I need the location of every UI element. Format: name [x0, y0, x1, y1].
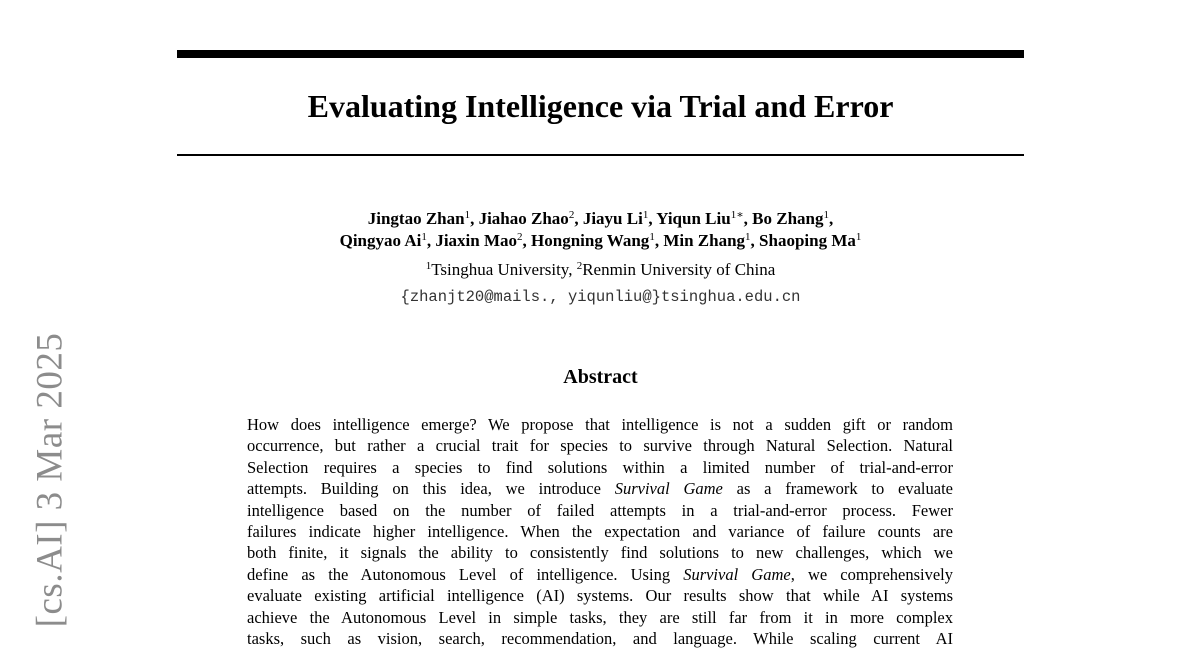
abstract-line	[247, 500, 953, 521]
author-email: {zhanjt20@mails., yiqunliu@}tsinghua.edu.cn	[400, 288, 801, 306]
abstract-text: Selection requires a species to find solutions within a limited number of trial-and-error	[247, 457, 953, 477]
abstract-text: failures indicate higher intelligence. When the expectation and variance of failure counts are	[247, 521, 953, 541]
abstract-text: tasks, such as vision, search, recommendation, and language. While scaling current AI	[247, 628, 953, 648]
abstract-body	[247, 414, 953, 649]
abstract-line	[247, 457, 953, 478]
author-name: Shaoping Ma	[759, 231, 856, 250]
abstract-text: , we comprehensively	[790, 564, 953, 584]
author-name: Bo Zhang	[752, 209, 824, 228]
abstract-text: How does intelligence emerge? We propose that intelligence is not a sudden gift or random	[247, 415, 953, 434]
affiliation-marker: 1	[425, 260, 432, 272]
abstract-line	[247, 521, 953, 542]
abstract-emphasis: Survival Game	[614, 479, 723, 499]
paper-title: Evaluating Intelligence via Trial and Error	[307, 88, 894, 124]
abstract-text: evaluate existing artificial intelligence (AI) systems. Our results show that while AI systems	[247, 586, 953, 606]
abstract-line	[247, 564, 953, 585]
affiliation-name: Tsinghua University	[431, 260, 569, 279]
abstract-line	[247, 542, 953, 563]
abstract-line	[247, 435, 953, 456]
author-name: Jiahao Zhao	[478, 209, 569, 228]
abstract-heading: Abstract	[563, 366, 638, 388]
abstract-text: intelligence based on the number of failed attempts in a trial-and-error process. Fewer	[247, 500, 953, 520]
author-name: Min Zhang	[663, 231, 746, 250]
author-name: Qingyao Ai	[339, 231, 422, 250]
author-name: Yiqun Liu	[656, 209, 731, 228]
abstract-text: achieve the Autonomous Level in simple tasks, they are still far from it in more complex	[247, 607, 953, 627]
affiliation-marker: 1	[855, 231, 862, 243]
abstract-line	[247, 607, 953, 628]
top-rule	[177, 50, 1024, 58]
abstract-text: occurrence, but rather a crucial trait for species to survive through Natural Selection. Natural	[247, 436, 953, 456]
author-line-2: Qingyao Ai$^1$, Jiaxin Mao$^2$, Hongning Wang$^1$, Min Zhang$^1$, Shaoping Ma$^1$	[339, 231, 862, 250]
affiliation-name: Renmin University of China	[582, 260, 776, 279]
abstract-text: define as the Autonomous Level of intelligence. Using	[247, 564, 684, 584]
affiliation-marker: 1	[421, 231, 427, 243]
affiliation-marker: 1	[642, 209, 649, 221]
abstract-emphasis: Survival Game	[683, 564, 791, 584]
author-block	[177, 208, 1024, 252]
affiliation-marker: 2	[517, 231, 523, 243]
author-line-1: Jingtao Zhan$^1$, Jiahao Zhao$^2$, Jiayu Li$^1$, Yiqun Liu$^{1∗}$, Bo Zhang$^1$,	[367, 209, 834, 228]
affiliations: $^1$Tsinghua University, $^2$Renmin University of China	[425, 260, 776, 279]
abstract-text: as a framework to evaluate	[722, 479, 953, 499]
author-name: Jingtao Zhan	[367, 209, 465, 228]
affiliation-marker: 1	[745, 231, 751, 243]
arxiv-stamp: [cs.AI] 3 Mar 2025	[29, 332, 71, 628]
author-name: Jiaxin Mao	[435, 231, 518, 250]
affiliation-marker: 1	[823, 209, 830, 221]
abstract-line	[247, 585, 953, 606]
abstract-text: attempts. Building on this idea, we introduce	[247, 479, 615, 499]
author-name: Hongning Wang	[531, 231, 650, 250]
abstract-line	[247, 628, 953, 649]
abstract-line	[247, 414, 953, 435]
title-rule	[177, 154, 1024, 156]
affiliation-marker: 1	[649, 231, 655, 243]
affiliation-marker: 1	[464, 209, 471, 221]
abstract-text: both finite, it signals the ability to consistently find solutions to new challenges, which we	[247, 543, 953, 563]
affiliation-marker: 2	[576, 260, 583, 272]
affiliation-marker: 2	[568, 209, 575, 221]
affiliation-marker: 1∗	[730, 209, 744, 221]
abstract-line	[247, 478, 953, 499]
author-name: Jiayu Li	[582, 209, 643, 228]
